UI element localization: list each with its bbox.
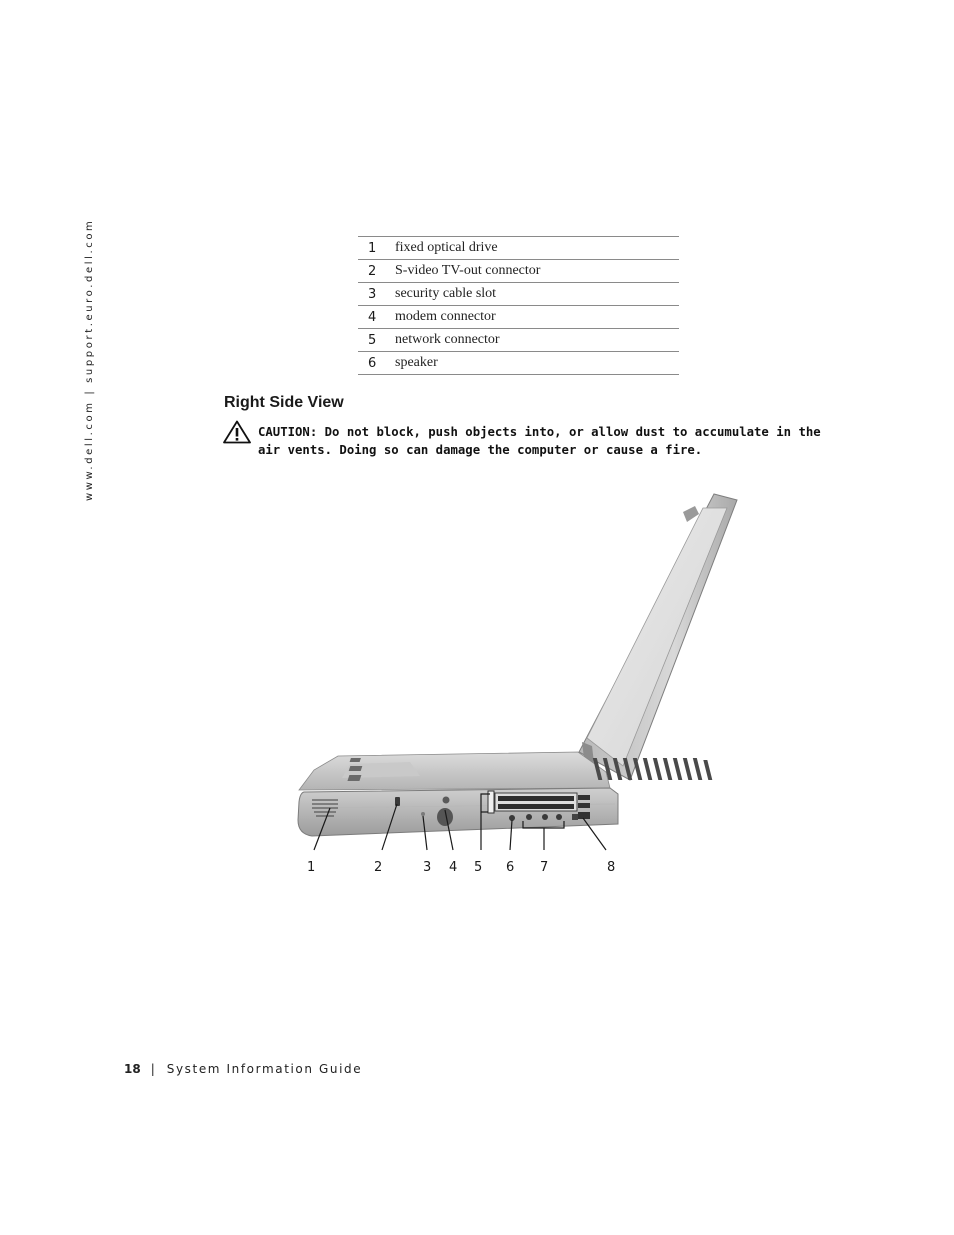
footer-separator: | — [150, 1062, 155, 1076]
s-video-port — [443, 797, 450, 804]
legend-table — [358, 236, 679, 375]
row-number: 1 — [358, 237, 395, 260]
row-label: security cable slot — [395, 283, 679, 306]
row-number: 2 — [358, 260, 395, 283]
callout-2: 2 — [374, 860, 383, 875]
section-title: Right Side View — [224, 394, 344, 411]
callout-7: 7 — [540, 860, 549, 875]
table-row — [358, 237, 679, 260]
caution-text: CAUTION: Do not block, push objects into, or allow dust to accumulate in the air vents. Doing so can damage the computer or cause a fire. — [258, 425, 821, 457]
callout-numbers — [307, 860, 615, 875]
laptop-right-side-figure — [290, 490, 760, 890]
row-number: 6 — [358, 352, 395, 375]
callout-6: 6 — [506, 860, 515, 875]
callout-3: 3 — [423, 860, 432, 875]
table-row — [358, 329, 679, 352]
row-label: fixed optical drive — [395, 237, 679, 260]
callout-4: 4 — [449, 860, 458, 875]
infrared-port — [421, 812, 425, 816]
callout-8: 8 — [607, 860, 616, 875]
table-row — [358, 283, 679, 306]
laptop-deck — [299, 752, 712, 790]
row-number: 4 — [358, 306, 395, 329]
security-slot — [395, 797, 400, 806]
row-number: 3 — [358, 283, 395, 306]
callout-5: 5 — [474, 860, 483, 875]
usb-ports — [578, 795, 590, 819]
sidebar-url: www.dell.com | support.euro.dell.com — [84, 218, 95, 501]
row-number: 5 — [358, 329, 395, 352]
table-row — [358, 352, 679, 375]
page-footer — [124, 1062, 362, 1076]
row-label: speaker — [395, 352, 679, 375]
row-label: modem connector — [395, 306, 679, 329]
callout-1: 1 — [307, 860, 316, 875]
pc-card-slot — [488, 791, 577, 813]
guide-title: System Information Guide — [166, 1062, 363, 1076]
laptop-base — [298, 788, 618, 836]
table-row — [358, 306, 679, 329]
page-number: 18 — [124, 1062, 141, 1076]
row-label: S-video TV-out connector — [395, 260, 679, 283]
row-label: network connector — [395, 329, 679, 352]
laptop-lid — [579, 494, 737, 780]
caution-icon — [223, 420, 251, 444]
table-row — [358, 260, 679, 283]
